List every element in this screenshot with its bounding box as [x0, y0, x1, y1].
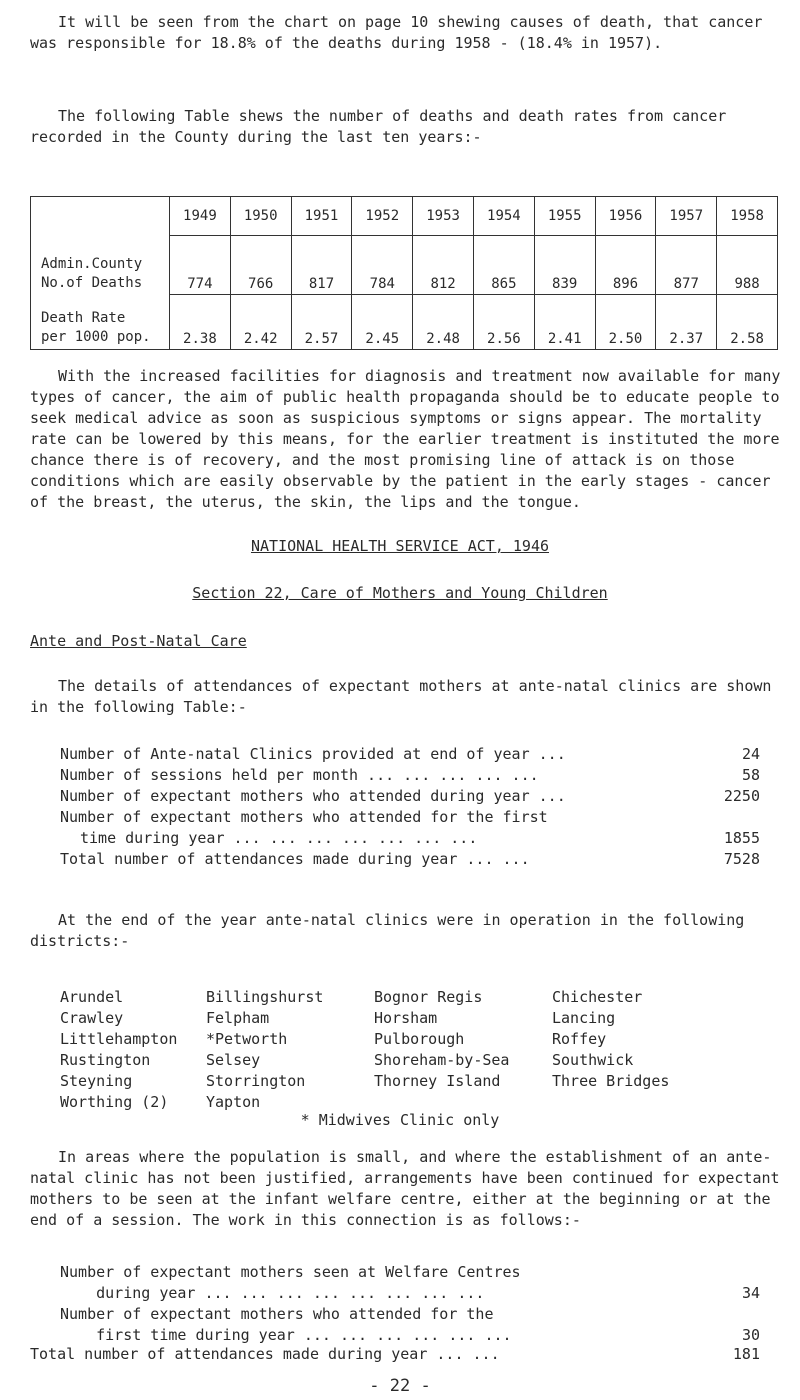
list-item-label: Number of sessions held per month ... ... ... ... ... [60, 766, 539, 784]
year-header: 1956 [595, 197, 656, 236]
list-item [60, 765, 760, 786]
list-item-value: 2250 [723, 787, 760, 805]
section-title: Ante and Post-Natal Care [30, 632, 247, 650]
year-header: 1949 [170, 197, 231, 236]
district-name: Bognor Regis [374, 988, 483, 1006]
year-header: 1950 [230, 197, 291, 236]
table-cell: 865 [473, 236, 534, 295]
year-header: 1953 [413, 197, 474, 236]
district-name: Chichester [552, 988, 643, 1006]
welfare-paragraph: In areas where the population is small, and where the establishment of an ante-natal clinic has not been justified, arrangements have been continued for expectant mothers to be seen at the infant welfare centre, either at the beginning or at the end of a session. The work in this connection is as follows:- [30, 1148, 780, 1229]
districts-footnote: * Midwives Clinic only [300, 1111, 500, 1129]
list-item-label: Total number of attendances made during year ... ... [30, 1345, 500, 1363]
district-name: *Petworth [206, 1030, 288, 1048]
list-item-label: Number of expectant mothers seen at Welfare Centres [60, 1263, 521, 1281]
row-label [31, 295, 170, 350]
district-name: Steyning [60, 1072, 133, 1090]
list-item [60, 1283, 760, 1304]
section-subheading: Section 22, Care of Mothers and Young Children [192, 584, 608, 602]
district-name: Storrington [206, 1072, 306, 1090]
district-name: Shoreham-by-Sea [374, 1051, 510, 1069]
district-name: Yapton [206, 1093, 261, 1111]
row-label-line: No.of Deaths [41, 274, 143, 291]
list-item-label: Total number of attendances made during year ... ... [60, 850, 530, 868]
page-number: - 22 - [369, 1376, 431, 1396]
attendance-intro: The details of attendances of expectant mothers at ante-natal clinics are shown in the following Table:- [30, 677, 772, 716]
table-cell: 2.48 [413, 295, 474, 350]
list-item-label: Number of expectant mothers who attended during year ... [60, 787, 566, 805]
table-cell: 2.50 [595, 295, 656, 350]
cancer-deaths-table [30, 196, 778, 350]
year-header: 1954 [473, 197, 534, 236]
table-row [31, 295, 778, 350]
district-name: Lancing [552, 1009, 616, 1027]
list-item [60, 744, 760, 765]
attendance-list [60, 744, 760, 870]
list-item [60, 1304, 760, 1325]
table-cell: 766 [230, 236, 291, 295]
table-cell: 896 [595, 236, 656, 295]
list-item [60, 786, 760, 807]
district-name: Horsham [374, 1009, 438, 1027]
district-name: Roffey [552, 1030, 607, 1048]
table-row [31, 236, 778, 295]
row-label [31, 236, 170, 295]
table-cell: 2.38 [170, 295, 231, 350]
intro-paragraph-2: The following Table shews the number of deaths and death rates from cancer recorded in the County during the last ten years:- [30, 107, 727, 146]
district-name: Felpham [206, 1009, 270, 1027]
table-cell: 2.57 [291, 295, 352, 350]
list-item-value: 34 [741, 1284, 760, 1302]
list-item [60, 807, 760, 828]
list-item [60, 849, 760, 870]
table-cell: 2.45 [352, 295, 413, 350]
district-name: Three Bridges [552, 1072, 670, 1090]
table-cell: 2.42 [230, 295, 291, 350]
list-item-value: 181 [732, 1345, 760, 1363]
districts-intro: At the end of the year ante-natal clinics were in operation in the following districts:- [30, 911, 745, 950]
table-cell: 817 [291, 236, 352, 295]
district-name: Southwick [552, 1051, 634, 1069]
list-item-value: 30 [741, 1326, 760, 1344]
list-item-label: Number of expectant mothers who attended for the first [60, 808, 548, 826]
list-item-label: Number of Ante-natal Clinics provided at end of year ... [60, 745, 566, 763]
row-label-line: per 1000 pop. [41, 329, 151, 345]
welfare-list [60, 1262, 760, 1346]
year-header: 1951 [291, 197, 352, 236]
list-item-label: Number of expectant mothers who attended for the [60, 1305, 494, 1323]
row-label-line: Admin.County [41, 255, 143, 272]
table-cell: 877 [656, 236, 717, 295]
table-cell: 839 [534, 236, 595, 295]
year-header: 1958 [717, 197, 778, 236]
list-item-label: first time during year ... ... ... ... ... ... [60, 1326, 512, 1344]
list-item [60, 828, 760, 849]
district-name: Thorney Island [374, 1072, 501, 1090]
list-item-label: during year ... ... ... ... ... ... ... ... [60, 1284, 485, 1302]
table-cell: 812 [413, 236, 474, 295]
district-name: Arundel [60, 988, 124, 1006]
list-item-value [710, 1262, 760, 1283]
cancer-paragraph: With the increased facilities for diagnosis and treatment now available for many types of cancer, the aim of public health propaganda should be to educate people to seek medical advice as soon as suspicious symptoms or signs appear. The mortality rate can be lowered by this means, for the earlier treatment is instituted the more chance there is of recovery, and the most promising line of attack is on those conditions which are easily observable by the patient in the early stages - cancer of the breast, the uterus, the skin, the lips and the tongue. [30, 367, 781, 511]
table-cell: 784 [352, 236, 413, 295]
district-name: Pulborough [374, 1030, 465, 1048]
table-cell: 2.37 [656, 295, 717, 350]
table-cell: 2.41 [534, 295, 595, 350]
year-header: 1957 [656, 197, 717, 236]
welfare-total [30, 1344, 760, 1365]
list-item-value: 24 [741, 745, 760, 763]
list-item-value: 1855 [723, 829, 760, 847]
intro-paragraph-1: It will be seen from the chart on page 10 shewing causes of death, that cancer was responsible for 18.8% of the deaths during 1958 - (18.4% in 1957). [30, 13, 763, 52]
district-name: Selsey [206, 1051, 261, 1069]
list-item-value [710, 807, 760, 828]
section-heading: NATIONAL HEALTH SERVICE ACT, 1946 [250, 537, 549, 555]
districts-grid [60, 987, 770, 1113]
year-header: 1955 [534, 197, 595, 236]
table-cell: 988 [717, 236, 778, 295]
district-name: Worthing (2) [60, 1093, 169, 1111]
district-name: Billingshurst [206, 988, 324, 1006]
table-header-row [31, 197, 778, 236]
list-item-label: time during year ... ... ... ... ... ... ... [80, 829, 478, 847]
table-cell: 774 [170, 236, 231, 295]
table-cell: 2.56 [473, 295, 534, 350]
district-name: Rustington [60, 1051, 151, 1069]
row-label-line: Death Rate [41, 310, 126, 326]
list-item [30, 1344, 760, 1365]
table-corner-cell [31, 197, 170, 236]
year-header: 1952 [352, 197, 413, 236]
district-name: Littlehampton [60, 1030, 178, 1048]
list-item-value [710, 1304, 760, 1325]
district-name: Crawley [60, 1009, 124, 1027]
list-item-value: 58 [741, 766, 760, 784]
list-item [60, 1325, 760, 1346]
table-cell: 2.58 [717, 295, 778, 350]
list-item [60, 1262, 760, 1283]
list-item-value: 7528 [723, 850, 760, 868]
